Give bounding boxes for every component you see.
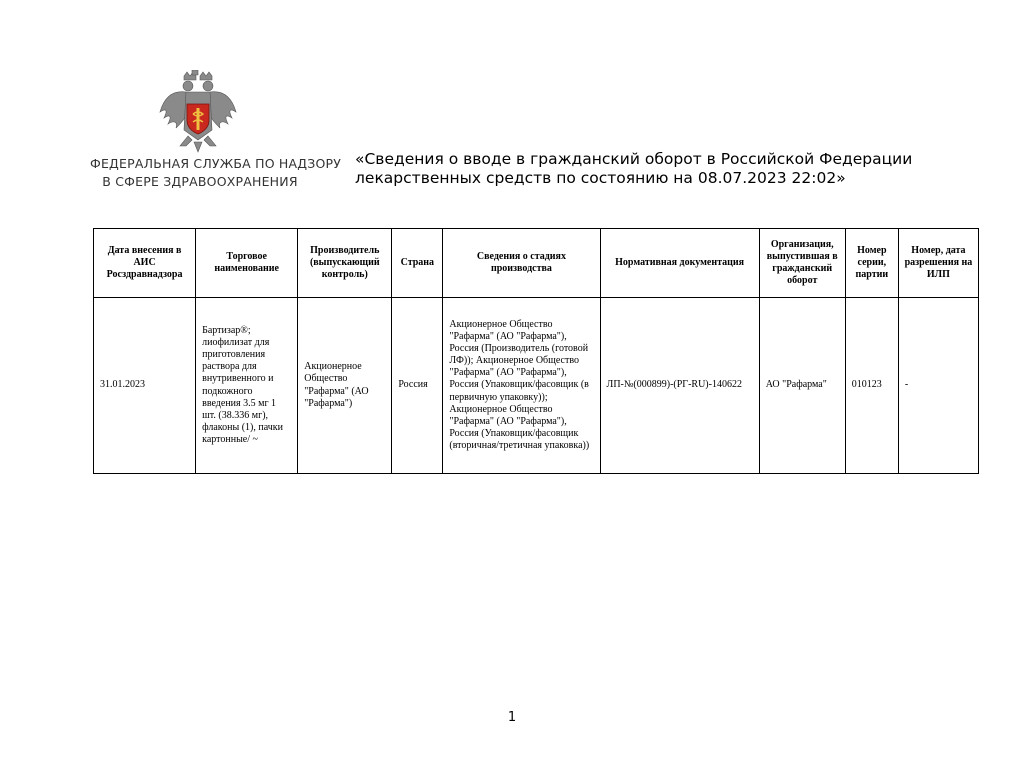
document-title-line-1: «Сведения о вводе в гражданский оборот в Российской Федерации (355, 150, 913, 168)
column-header-country: Страна (392, 229, 443, 298)
cell-manufacturer: Акционерное Общество "Рафарма" (АО "Рафарма") (298, 298, 392, 474)
cell-batch-number: 010123 (845, 298, 898, 474)
coat-of-arms-emblem (158, 70, 238, 154)
table-row (94, 298, 979, 474)
cell-production-stages: Акционерное Общество "Рафарма" (АО "Рафарма"), Россия (Производитель (готовой ЛФ)); Акционерное Общество "Рафарма" (АО "Рафарма"), Россия (Упаковщик/фасовщик (в первичную упаковку)); Акционерное Общество "Рафарма" (АО "Рафарма"), Россия (Упаковщик/фасовщик (вторичная/третичная упаковка)) (443, 298, 600, 474)
medicines-registry-table (93, 228, 979, 474)
column-header-manufacturer: Производитель (выпускающий контроль) (298, 229, 392, 298)
cell-regulatory-docs: ЛП-№(000899)-(РГ-RU)-140622 (600, 298, 759, 474)
agency-name-line-2: В СФЕРЕ ЗДРАВООХРАНЕНИЯ (102, 174, 298, 189)
cell-registration-date: 31.01.2023 (94, 298, 196, 474)
column-header-trade-name: Торговое наименование (196, 229, 298, 298)
column-header-releasing-organization: Организация, выпустившая в гражданский оборот (759, 229, 845, 298)
table-header-row (94, 229, 979, 298)
page-number: 1 (507, 710, 517, 725)
cell-country: Россия (392, 298, 443, 474)
column-header-production-stages: Сведения о стадиях производства (443, 229, 600, 298)
cell-trade-name: Бартизар®; лиофилизат для приготовления раствора для внутривенного и подкожного введения 3.5 мг 1 шт. (38.336 мг), флаконы (1), пачки картонные/ ~ (196, 298, 298, 474)
column-header-permit-number: Номер, дата разрешения на ИЛП (898, 229, 978, 298)
column-header-registration-date: Дата внесения в АИС Росздравнадзора (94, 229, 196, 298)
agency-name-line-1: ФЕДЕРАЛЬНАЯ СЛУЖБА ПО НАДЗОРУ (90, 156, 342, 171)
cell-permit-number: - (898, 298, 978, 474)
cell-releasing-organization: АО "Рафарма" (759, 298, 845, 474)
column-header-regulatory-docs: Нормативная документация (600, 229, 759, 298)
document-title (355, 150, 915, 188)
document-title-line-2: лекарственных средств по состоянию на 08.07.2023 22:02» (355, 169, 846, 187)
column-header-batch-number: Номер серии, партии (845, 229, 898, 298)
agency-name (90, 155, 342, 191)
